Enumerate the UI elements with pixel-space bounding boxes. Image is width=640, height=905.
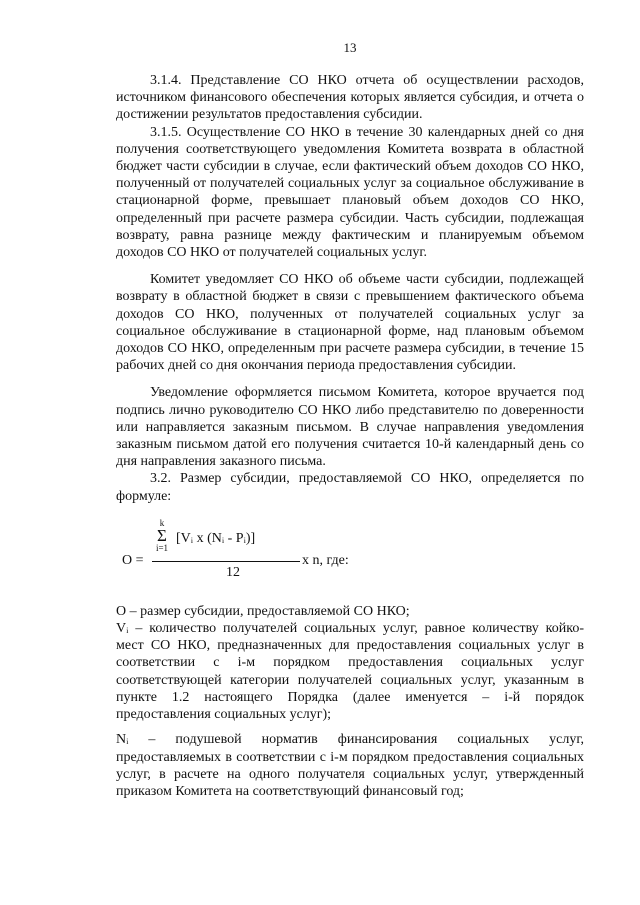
formula-tail: x n, где: [302, 552, 349, 568]
definition-o: O – размер субсидии, предоставляемой СО НКО; [116, 603, 410, 619]
formula-lhs: O = [122, 552, 144, 568]
formula-lower-limit: i=1 [155, 542, 169, 553]
page-number: 13 [343, 40, 357, 55]
sigma-symbol: Σ [157, 525, 167, 545]
paragraph-notification-letter: Уведомление оформляется письмом Комитета, которое вручается под подпись лично руководителю СО НКО либо представителю по доверенности или направляется заказным письмом. В случае направления уведомления заказным письмом датой его получения считается 10-й календарный день со дня направления заказного письма. [116, 385, 584, 470]
definition-v: Vᵢ – количество получателей социальных услуг, равное количеству койко-мест СО НКО, предназначенных для предоставления социальных услуг в соответствии с i-м порядком предоставления социальных услуг соответствующей категории получателей социальных услуг, указанным в пункте 1.2 настоящего Порядка (далее именуется – i-й порядок предоставления социальных услуг); [116, 621, 584, 723]
paragraph-3-2: 3.2. Размер субсидии, предоставляемой СО НКО, определяется по формуле: [116, 471, 584, 504]
formula-sum [152, 519, 172, 553]
paragraph-3-1-4: 3.1.4. Представление СО НКО отчета об осуществлении расходов, источником финансового обеспечения которых является субсидия, и отчета о достижении результатов предоставления субсидии. [116, 73, 584, 123]
paragraph-3-1-5: 3.1.5. Осуществление СО НКО в течение 30 календарных дней со дня получения соответствующего уведомления Комитета возврата в областной бюджет части субсидии в случае, если фактический объем доходов СО НКО, полученный от получателей социальных услуг за социальное обслуживание в стационарной форме, превышает плановый объем доходов СО НКО, определенный при расчете размера субсидии. Часть субсидии, подлежащая возврату, равна разнице между фактическим и планируемым объемом доходов СО НКО от получателей социальных услуг. [116, 124, 584, 261]
paragraph-committee-notice: Комитет уведомляет СО НКО об объеме части субсидии, подлежащей возврату в областной бюджет в связи с превышением фактического объема доходов СО НКО, полученных от получателей социальных услуг за социальное обслуживание в стационарной форме, над плановым объемом доходов СО НКО, определенным при расчете размера субсидии, в течение 15 рабочих дней со дня окончания периода предоставления субсидии. [116, 272, 584, 374]
formula-upper-limit: k [159, 517, 165, 528]
formula-numerator: [Vᵢ x (Nᵢ - Pᵢ)] [176, 530, 256, 546]
subsidy-formula [116, 519, 584, 589]
formula-denominator: 12 [226, 564, 240, 580]
definition-n: Nᵢ – подушевой норматив финансирования социальных услуг, предоставляемых в соответствии с i-м порядком предоставления социальных услуг, в расчете на одного получателя социальных услуг, утвержденный приказом Комитета на соответствующий финансовый год; [116, 732, 584, 799]
fraction-line [152, 561, 300, 562]
